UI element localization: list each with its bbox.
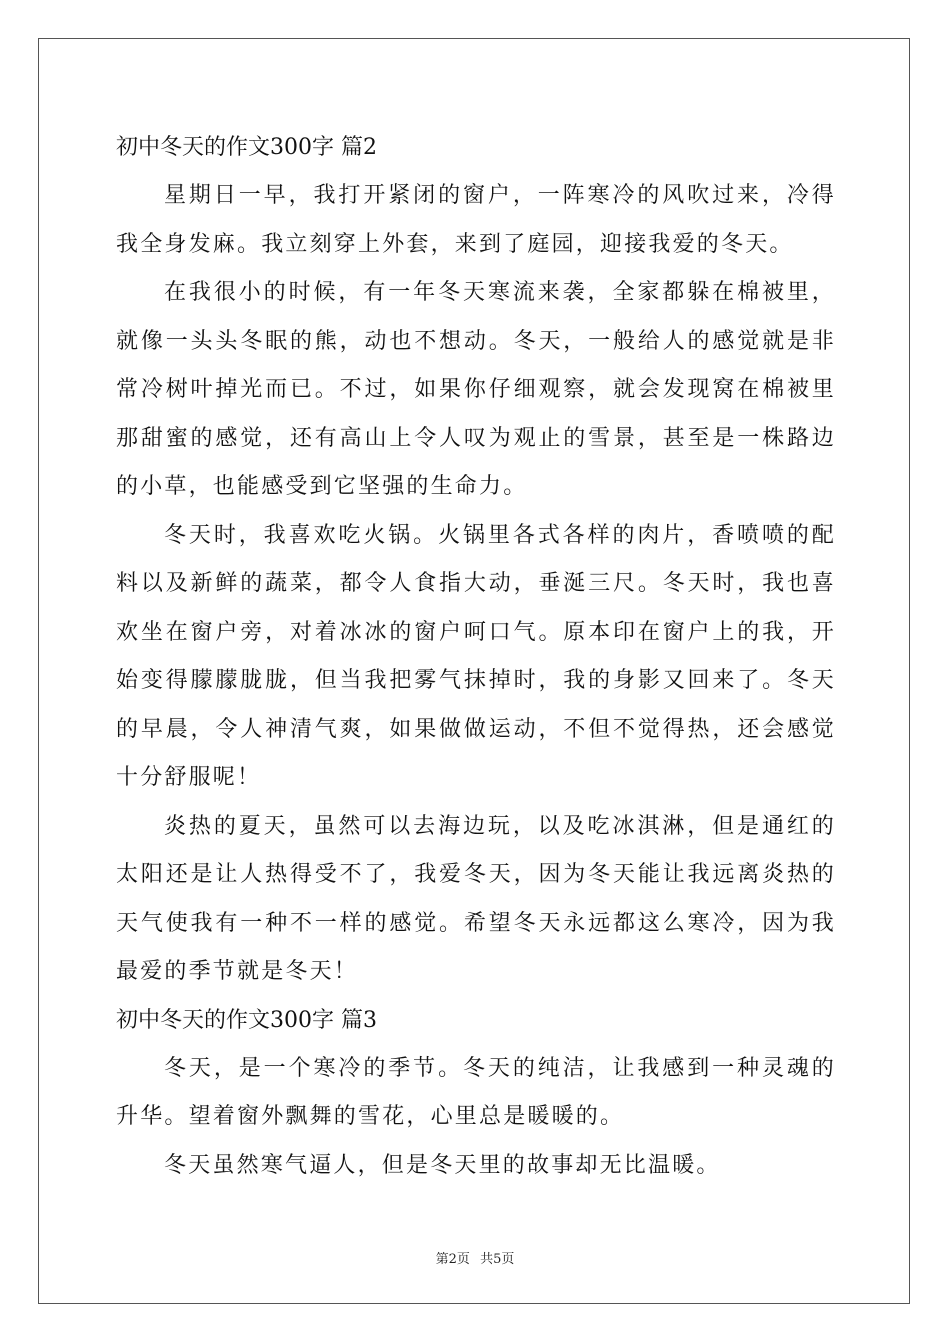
document-body <box>116 124 836 1190</box>
page-footer <box>0 1248 950 1267</box>
paragraph: 冬天虽然寒气逼人，但是冬天里的故事却无比温暖。 <box>164 1152 721 1178</box>
paragraph: 星期日一早，我打开紧闭的窗户，一阵寒冷的风吹过来，冷得我全身发麻。我立刻穿上外套，来到了庭园，迎接我爱的冬天。 <box>116 183 836 257</box>
section-heading: 初中冬天的作文300字 篇2 <box>116 135 377 160</box>
paragraph: 冬天时，我喜欢吃火锅。火锅里各式各样的肉片，香喷喷的配料以及新鲜的蔬菜，都令人食指大动，垂涎三尺。冬天时，我也喜欢坐在窗户旁，对着冰冰的窗户呵口气。原本印在窗户上的我，开始变得朦朦胧胧，但当我把雾气抹掉时，我的身影又回来了。冬天的早晨，令人神清气爽，如果做做运动，不但不觉得热，还会感觉十分舒服呢！ <box>116 522 836 790</box>
section-heading: 初中冬天的作文300字 篇3 <box>116 1007 377 1033</box>
page-number: 第2页 <box>435 1252 470 1267</box>
page-total: 共5页 <box>480 1252 515 1267</box>
paragraph: 炎热的夏天，虽然可以去海边玩，以及吃冰淇淋，但是通红的太阳还是让人热得受不了，我爱冬天，因为冬天能让我远离炎热的天气使我有一种不一样的感觉。希望冬天永远都这么寒冷，因为我最爱的季节就是冬天！ <box>116 813 836 984</box>
paragraph: 冬天，是一个寒冷的季节。冬天的纯洁，让我感到一种灵魂的升华。望着窗外飘舞的雪花，心里总是暖暖的。 <box>116 1055 836 1129</box>
paragraph: 在我很小的时候，有一年冬天寒流来袭，全家都躲在棉被里，就像一头头冬眠的熊，动也不想动。冬天，一般给人的感觉就是非常冷树叶掉光而已。不过，如果你仔细观察，就会发现窝在棉被里那甜蜜的感觉，还有高山上令人叹为观止的雪景，甚至是一株路边的小草，也能感受到它坚强的生命力。 <box>116 280 836 499</box>
